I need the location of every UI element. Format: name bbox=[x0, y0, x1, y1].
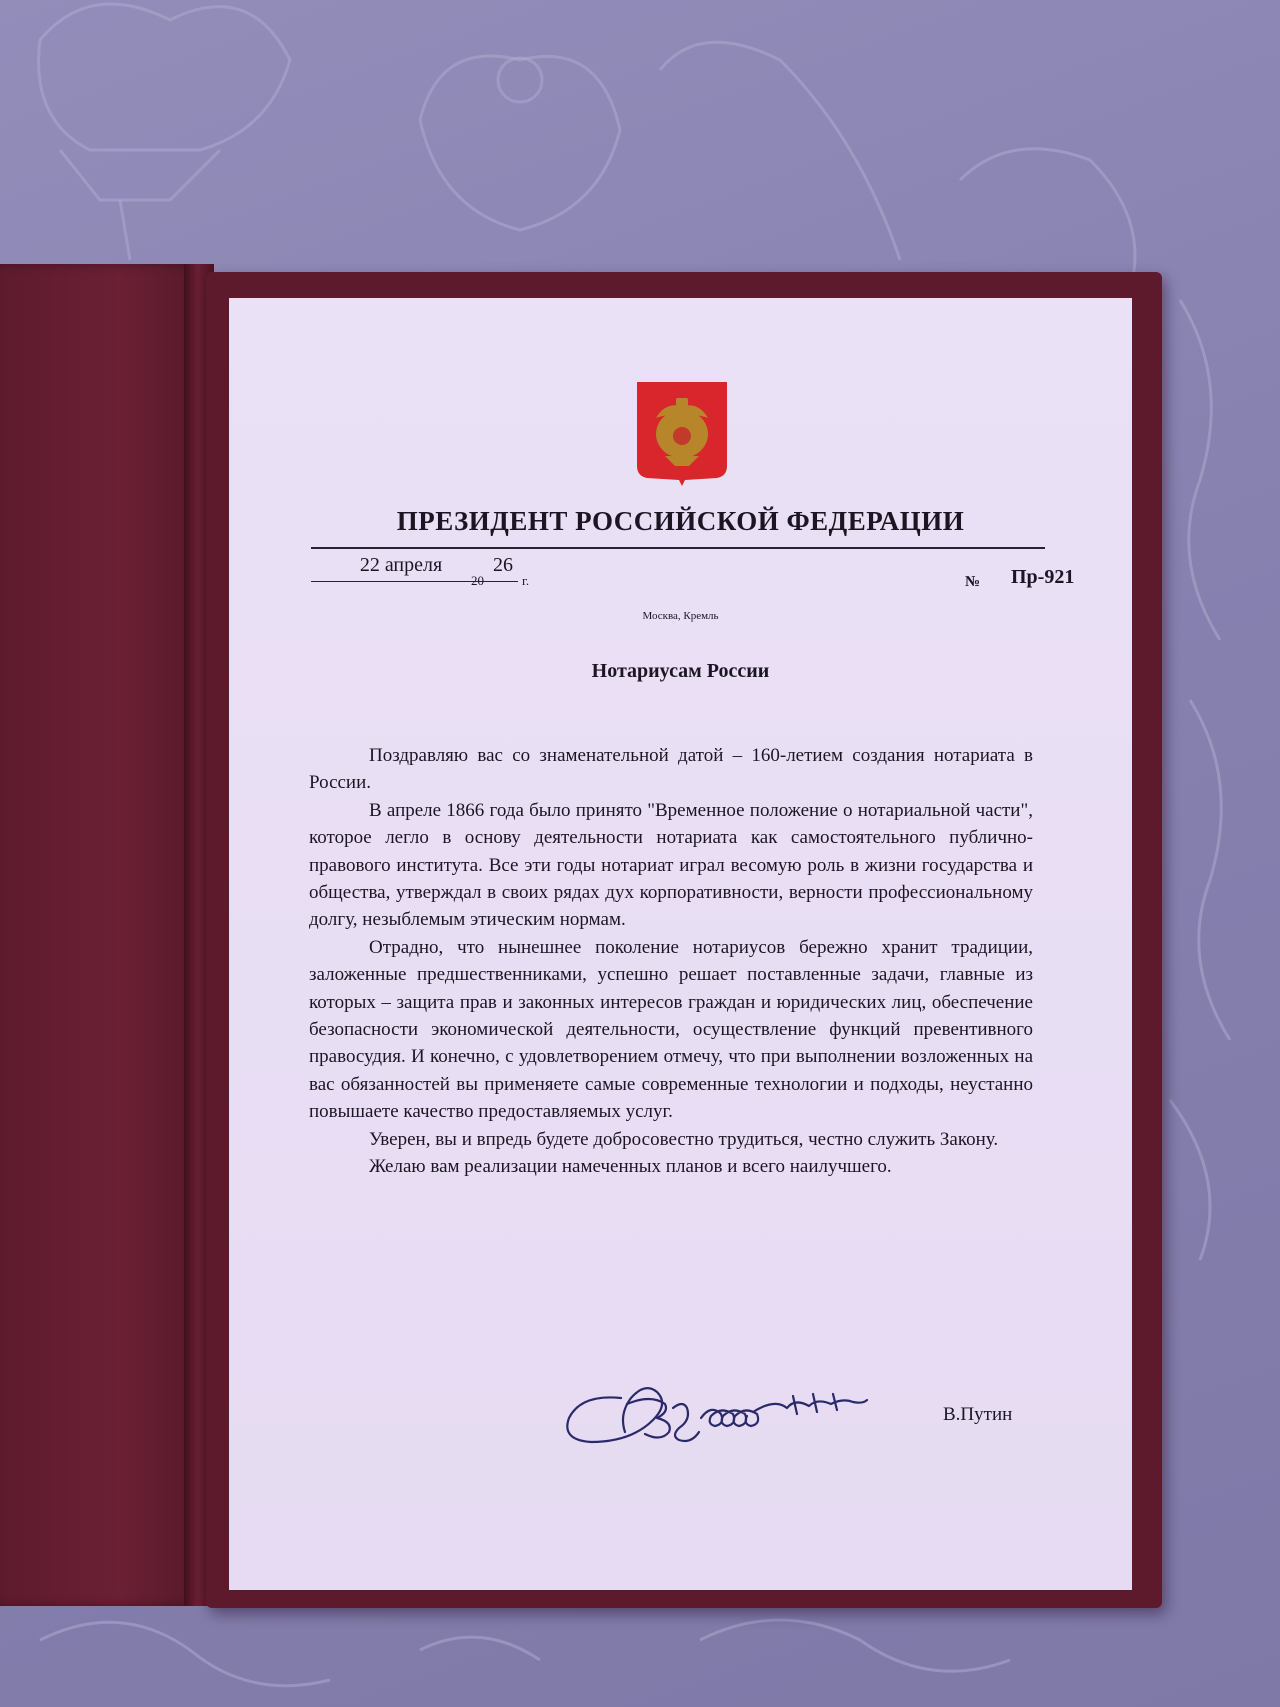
paragraph: В апреле 1866 года было принято "Временное положение о нотариальной части", которое легло в основу деятельности нотариата как самостоятельного публично-правового института. Все эти годы нотариат играл весомую роль в жизни государства и общества, утверждал в своих рядах дух корпоративности, верности профессиональному долгу, незыблемым этическим нормам. bbox=[309, 799, 1033, 931]
date-year-prefix: 20 bbox=[471, 573, 484, 588]
header-divider bbox=[311, 547, 1045, 549]
paragraph: Поздравляю вас со знаменательной датой – 160-летием создания нотариата в России. bbox=[309, 745, 1033, 794]
date-year: 26 bbox=[488, 554, 518, 582]
number-sign: № bbox=[965, 574, 981, 590]
addressee: Нотариусам России bbox=[591, 660, 770, 682]
paragraph: Уверен, вы и впредь будете добросовестно трудиться, честно служить Закону. bbox=[369, 1128, 999, 1150]
letter-sheet bbox=[229, 298, 1132, 1590]
handwritten-signature bbox=[561, 1368, 873, 1454]
letter-body bbox=[309, 742, 1033, 1181]
paragraph: Желаю вам реализации намеченных планов и всего наилучшего. bbox=[369, 1156, 892, 1178]
signer-name: В.Путин bbox=[943, 1404, 1013, 1425]
coat-of-arms-emblem bbox=[635, 380, 729, 488]
folder-left-cover bbox=[0, 264, 200, 1606]
header-title: ПРЕЗИДЕНТ РОССИЙСКОЙ ФЕДЕРАЦИИ bbox=[396, 506, 965, 536]
document-number: Пр-921 bbox=[1011, 566, 1075, 588]
place-label: Москва, Кремль bbox=[642, 610, 719, 622]
paragraph: Отрадно, что нынешнее поколение нотариусов бережно хранит традиции, заложенные предшественниками, успешно решает поставленные задачи, главные из которых – защита прав и законных интересов граждан и юридических лиц, обеспечение безопасности экономической деятельности, осуществление функций превентивного правосудия. И конечно, с удовлетворением отмечу, что при выполнении возложенных на вас обязанностей вы применяете самые современные технологии и подходы, неустанно повышаете качество предоставляемых услуг. bbox=[309, 936, 1033, 1123]
date-day: 22 апреля bbox=[311, 554, 491, 582]
date-suffix: г. bbox=[522, 573, 530, 588]
